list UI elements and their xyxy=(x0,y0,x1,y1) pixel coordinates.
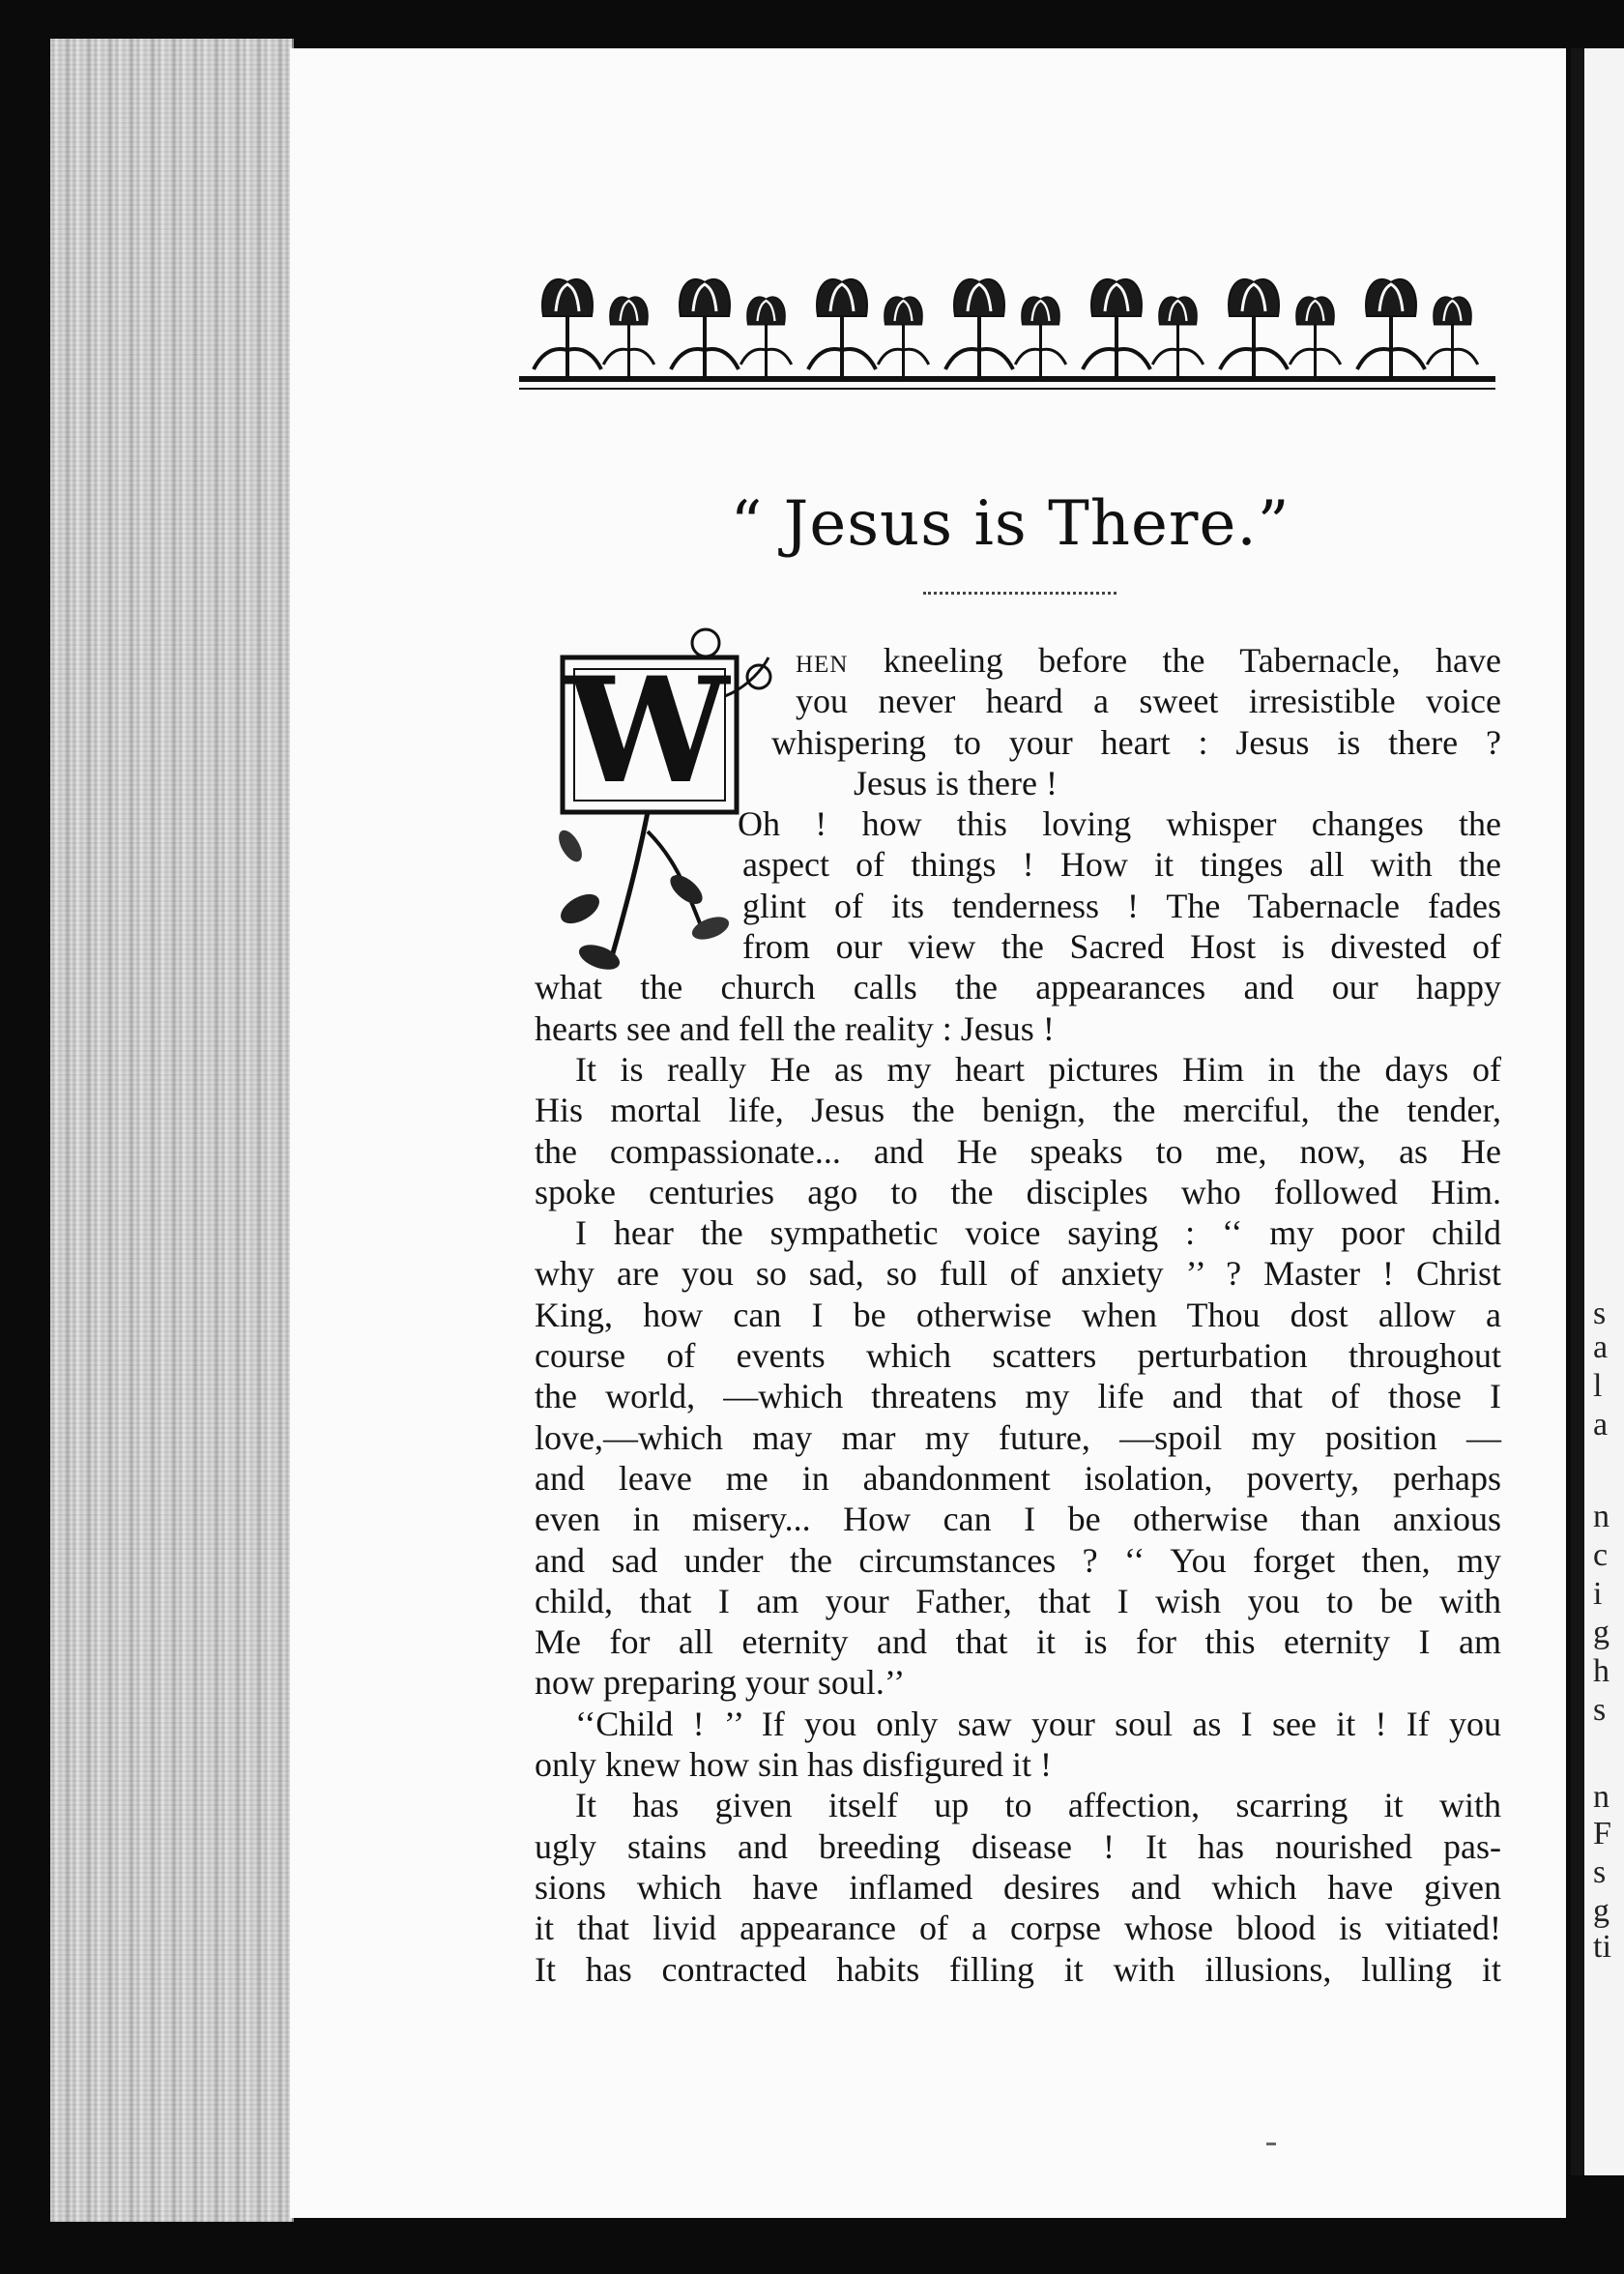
text-line: spoke centuries ago to the disciples who followed Him. xyxy=(535,1172,1501,1211)
facing-page-text-fragment: ti xyxy=(1593,1929,1611,1965)
page-title: “ Jesus is There.” xyxy=(730,488,1290,560)
text-line: It has given itself up to affection, scarring it with xyxy=(575,1786,1501,1825)
flower-motif xyxy=(1220,279,1288,377)
text-line: hearts see and fell the reality : Jesus ! xyxy=(535,1008,1055,1048)
facing-page-text-fragment: c xyxy=(1593,1537,1609,1573)
text-line: now preparing your soul.’’ xyxy=(535,1663,906,1703)
facing-page-text-fragment: h xyxy=(1593,1653,1610,1689)
text-line: glint of its tenderness ! The Tabernacle fades xyxy=(742,886,1501,925)
flower-motif xyxy=(603,297,654,377)
text-line: It has contracted habits filling it with illusions, lulling it xyxy=(535,1949,1501,1989)
text-line: His mortal life, Jesus the benign, the merciful, the tender, xyxy=(535,1091,1501,1130)
flower-motif xyxy=(878,297,929,377)
floral-border-ornament xyxy=(519,265,1495,410)
flower-motif xyxy=(1290,297,1341,377)
flower-motif xyxy=(740,297,792,377)
text-line: it that livid appearance of a corpse whose blood is vitiated! xyxy=(535,1909,1501,1948)
facing-page-text-fragment: l xyxy=(1593,1368,1603,1404)
title-divider xyxy=(923,592,1116,600)
facing-page-text-fragment: s xyxy=(1593,1854,1607,1890)
text-line: the world, —which threatens my life and that of those I xyxy=(535,1377,1501,1416)
facing-page-text-fragment: s xyxy=(1593,1692,1607,1728)
text-line: I hear the sympathetic voice saying : ‘‘ my poor child xyxy=(575,1213,1501,1253)
text-line: course of events which scatters perturbation throughout xyxy=(535,1336,1501,1376)
facing-page-text-fragment: a xyxy=(1593,1329,1609,1365)
text-line: child, that I am your Father, that I wish you to be with xyxy=(535,1581,1501,1620)
text-line: the compassionate... and He speaks to me, now, as He xyxy=(535,1131,1501,1171)
drop-cap-letter: W xyxy=(566,646,730,816)
body-text xyxy=(535,640,1501,1990)
text-line: aspect of things ! How it tinges all with the xyxy=(742,845,1501,885)
text-line: and leave me in abandonment isolation, poverty, perhaps xyxy=(535,1458,1501,1498)
flower-motif xyxy=(1015,297,1066,377)
flower-motif xyxy=(1427,297,1478,377)
text-line: even in misery... How can I be otherwise than anxious xyxy=(535,1500,1501,1539)
text-line: It is really He as my heart pictures Him in the days of xyxy=(575,1049,1501,1089)
page-mark xyxy=(1266,2143,1276,2145)
flower-motif xyxy=(534,279,601,377)
text-line: ugly stains and breeding disease ! It has nourished pas- xyxy=(535,1826,1501,1866)
text-line: whispering to your heart : Jesus is there ? xyxy=(771,722,1501,762)
flower-motif xyxy=(671,279,739,377)
facing-page-text-fragment: s xyxy=(1593,1296,1607,1331)
text-line: what the church calls the appearances and our happy xyxy=(535,968,1501,1007)
text-line: Oh ! how this loving whisper changes the xyxy=(738,804,1501,844)
flower-motif xyxy=(1083,279,1150,377)
text-line: from our view the Sacred Host is divested of xyxy=(742,927,1501,967)
text-line: sions which have inflamed desires and which have given xyxy=(535,1867,1501,1907)
text-line: Jesus is there ! xyxy=(854,763,1058,802)
page-edges xyxy=(50,39,294,2222)
flower-motif xyxy=(1357,279,1425,377)
text-line: you never heard a sweet irresistible voice xyxy=(796,682,1501,721)
text-line: ‘‘Child ! ’’ If you only saw your soul as I see it ! If you xyxy=(575,1704,1501,1743)
text-line: only knew how sin has disfigured it ! xyxy=(535,1745,1052,1785)
text-line: and sad under the circumstances ? ‘‘ You forget then, my xyxy=(535,1540,1501,1580)
flower-motif xyxy=(808,279,876,377)
facing-page-text-fragment: i xyxy=(1593,1576,1603,1612)
text-line: King, how can I be otherwise when Thou dost allow a xyxy=(535,1295,1501,1334)
flower-motif xyxy=(945,279,1013,377)
flower-motif xyxy=(1152,297,1204,377)
facing-page-text-fragment: g xyxy=(1593,1893,1610,1929)
text-line: love,—which may mar my future, —spoil my position — xyxy=(535,1417,1501,1457)
facing-page-text-fragment: a xyxy=(1593,1407,1609,1443)
facing-page-text-fragment: g xyxy=(1593,1615,1610,1650)
facing-page-text-fragment: F xyxy=(1593,1816,1611,1851)
text-line: why are you so sad, so full of anxiety ’’ ? Master ! Christ xyxy=(535,1254,1501,1294)
text-line: Me for all eternity and that it is for this eternity I am xyxy=(535,1622,1501,1662)
facing-page-text-fragment: n xyxy=(1593,1779,1610,1815)
facing-page-text-fragment: n xyxy=(1593,1499,1610,1534)
text-line: hen kneeling before the Tabernacle, have xyxy=(796,641,1501,680)
